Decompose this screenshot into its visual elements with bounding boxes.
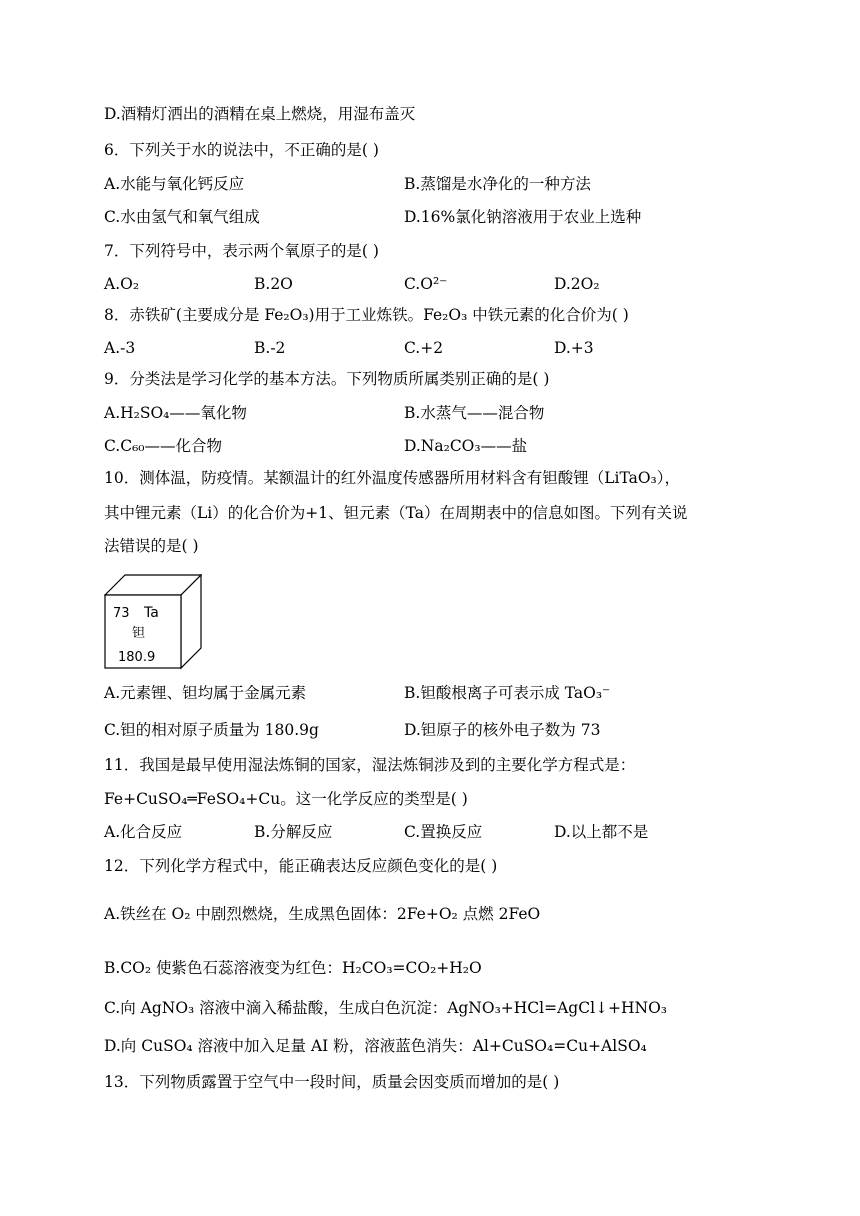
option-text: D.+3: [554, 339, 594, 357]
option-text: D.向 CuSO₄ 溶液中加入足量 AI 粉，溶液蓝色消失：Al+CuSO₄=Cu+AlSO₄: [104, 1037, 647, 1055]
option-text: D.以上都不是: [554, 823, 649, 841]
question-13: 13．下列物质露置于空气中一段时间，质量会因变质而增加的是( ): [104, 1073, 560, 1091]
question-12: 12．下列化学方程式中，能正确表达反应颜色变化的是( ): [104, 857, 498, 875]
option-text: C.向 AgNO₃ 溶液中滴入稀盐酸，生成白色沉淀：AgNO₃+HCl=AgCl↓+HNO₃: [104, 999, 668, 1017]
option-text: D.2O₂: [554, 275, 600, 293]
option-text: D.Na₂CO₃——盐: [404, 437, 528, 455]
option-text: C.C₆₀——化合物: [104, 437, 223, 455]
option-text: B.蒸馏是水净化的一种方法: [404, 175, 591, 193]
option-text: C.钽的相对原子质量为 180.9g: [104, 721, 319, 739]
option-text: B.-2: [254, 339, 286, 357]
option-text: C.+2: [404, 339, 444, 357]
atomic-number: 73: [113, 606, 130, 621]
question-6: 6．下列关于水的说法中，不正确的是( ): [104, 141, 379, 159]
option-text: B.钽酸根离子可表示成 TaO₃⁻: [404, 684, 611, 702]
question-9: 9．分类法是学习化学的基本方法。下列物质所属类别正确的是( ): [104, 370, 550, 388]
option-text: C.水由氢气和氧气组成: [104, 208, 260, 226]
option-text: B.水蒸气——混合物: [404, 404, 545, 422]
option-text: A.元素锂、钽均属于金属元素: [104, 684, 307, 702]
question-7: 7．下列符号中，表示两个氧原子的是( ): [104, 242, 379, 260]
question-10-cont: 其中锂元素（Li）的化合价为+1、钽元素（Ta）在周期表中的信息如图。下列有关说: [104, 504, 688, 522]
option-text: C.O²⁻: [404, 275, 448, 293]
question-10-cont: 法错误的是( ): [104, 537, 199, 555]
question-10: 10．测体温，防疫情。某额温计的红外温度传感器所用材料含有钽酸锂（LiTaO₃），: [104, 469, 681, 487]
option-text: B.CO₂ 使紫色石蕊溶液变为红色：H₂CO₃=CO₂+H₂O: [104, 959, 482, 977]
question-11-cont: Fe+CuSO₄═FeSO₄+Cu。这一化学反应的类型是( ): [104, 790, 468, 808]
option-text: D.钽原子的核外电子数为 73: [404, 721, 601, 739]
question-11: 11．我国是最早使用湿法炼铜的国家，湿法炼铜涉及到的主要化学方程式是：: [104, 756, 636, 774]
option-text: D.16%氯化钠溶液用于农业上选种: [404, 208, 642, 226]
tantalum-element-card: [104, 574, 202, 670]
atomic-mass: 180.9: [118, 650, 156, 665]
option-text: A.水能与氧化钙反应: [104, 175, 245, 193]
option-text: B.分解反应: [254, 823, 333, 841]
option-text: A.-3: [104, 339, 136, 357]
option-text: A.O₂: [104, 275, 140, 293]
option-text: D.酒精灯洒出的酒精在桌上燃烧，用湿布盖灭: [104, 105, 416, 123]
element-symbol: Ta: [144, 605, 159, 621]
option-text: A.化合反应: [104, 823, 183, 841]
element-name: 钽: [132, 626, 146, 641]
question-8: 8．赤铁矿(主要成分是 Fe₂O₃)用于工业炼铁。Fe₂O₃ 中铁元素的化合价为( ): [104, 306, 629, 324]
option-text: C.置换反应: [404, 823, 483, 841]
option-text: A.H₂SO₄——氧化物: [104, 404, 247, 422]
option-text: A.铁丝在 O₂ 中剧烈燃烧，生成黑色固体：2Fe+O₂ 点燃 2FeO: [104, 905, 541, 923]
option-text: B.2O: [254, 275, 293, 293]
